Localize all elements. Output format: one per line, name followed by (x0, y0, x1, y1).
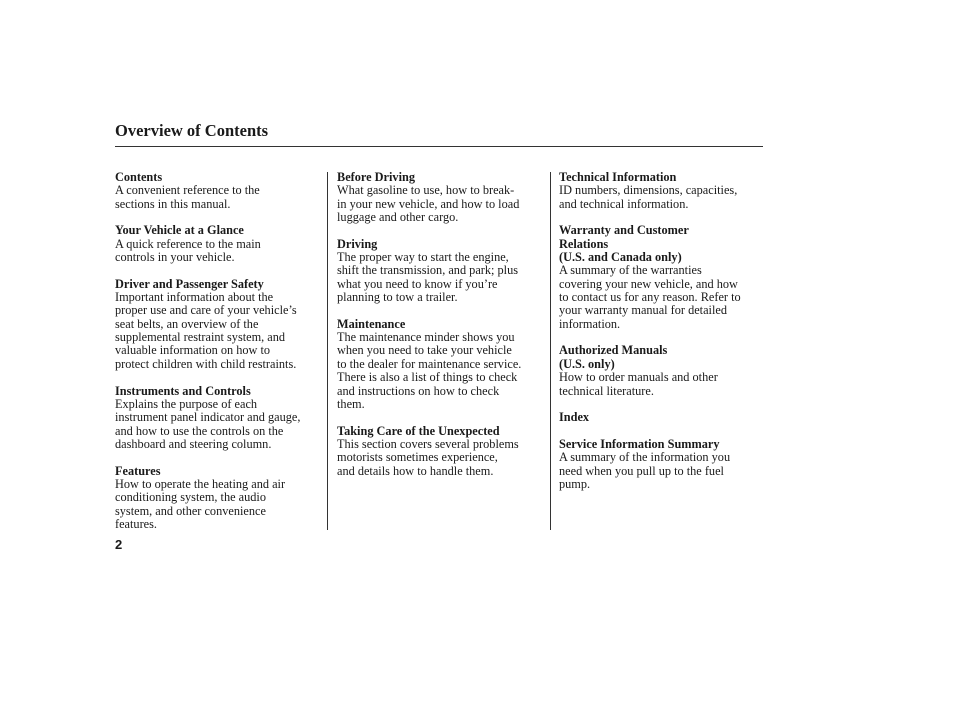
section-description: A summary of the warranties covering your new vehicle, and how to contact us for any reason. Refer to your warranty manual for detailed information. (559, 263, 741, 331)
contents-column-1 (115, 171, 323, 545)
section-description: A summary of the information you need when you pull up to the fuel pump. (559, 450, 731, 491)
section-title: Before Driving (337, 170, 415, 184)
column-divider (327, 172, 328, 530)
section-description: How to order manuals and other technical literature. (559, 370, 718, 398)
section-service-information-summary (559, 438, 763, 491)
section-maintenance (337, 318, 547, 411)
page-title: Overview of Contents (115, 121, 269, 140)
section-title: Maintenance (337, 316, 406, 331)
section-features (115, 465, 323, 532)
section-title: Index (559, 410, 590, 425)
section-title: Technical Information (559, 170, 677, 184)
section-description: Explains the purpose of each instrument panel indicator and gauge, and how to use the controls on the dashboard and steering column. (115, 396, 301, 451)
section-description: A quick reference to the main controls in your vehicle. (115, 236, 261, 265)
section-title: Features (115, 463, 161, 478)
section-description: The proper way to start the engine, shift the transmission, and park; plus what you need to know if you’re planning to tow a trailer. (337, 250, 519, 305)
section-warranty-customer-relations (559, 224, 763, 331)
contents-column-3 (559, 171, 763, 505)
section-title: Driving (337, 236, 378, 251)
column-divider (550, 172, 551, 530)
section-contents (115, 171, 323, 211)
section-title: Service Information Summary (559, 436, 720, 451)
section-title: Instruments and Controls (115, 383, 251, 398)
section-description: This section covers several problems motorists sometimes experience, and details how to handle them. (337, 436, 519, 478)
section-description: Important information about the proper use and care of your vehicle’s seat belts, an overview of the supplemental restraint system, and valuable information on how to protect children with child restraints. (115, 290, 297, 371)
section-description: A convenient reference to the sections in this manual. (115, 183, 260, 211)
section-technical-information (559, 171, 763, 211)
section-description: ID numbers, dimensions, capacities, and technical information. (559, 183, 738, 211)
section-description: What gasoline to use, how to break- in your new vehicle, and how to load luggage and other cargo. (337, 183, 520, 225)
section-driver-passenger-safety (115, 278, 323, 371)
section-index (559, 411, 763, 424)
section-before-driving (337, 171, 547, 224)
title-divider (115, 146, 763, 147)
section-title: Driver and Passenger Safety (115, 276, 264, 291)
section-title: Contents (115, 170, 163, 184)
section-vehicle-at-a-glance (115, 224, 323, 264)
section-description: The maintenance minder shows you when you need to take your vehicle to the dealer for maintenance service. There is also a list of things to check and instructions on how to check them. (337, 330, 522, 411)
contents-column-2 (337, 171, 547, 491)
section-authorized-manuals (559, 344, 763, 397)
section-driving (337, 238, 547, 305)
page-number: 2 (115, 537, 123, 552)
section-description: How to operate the heating and air conditioning system, the audio system, and other convenience features. (115, 476, 286, 531)
section-title: Taking Care of the Unexpected (337, 423, 500, 438)
section-instruments-controls (115, 385, 323, 452)
section-title: Authorized Manuals (U.S. only) (559, 343, 668, 371)
section-title: Your Vehicle at a Glance (115, 223, 244, 238)
section-taking-care-unexpected (337, 425, 547, 478)
section-title: Warranty and Customer Relations (U.S. and Canada only) (559, 223, 689, 265)
